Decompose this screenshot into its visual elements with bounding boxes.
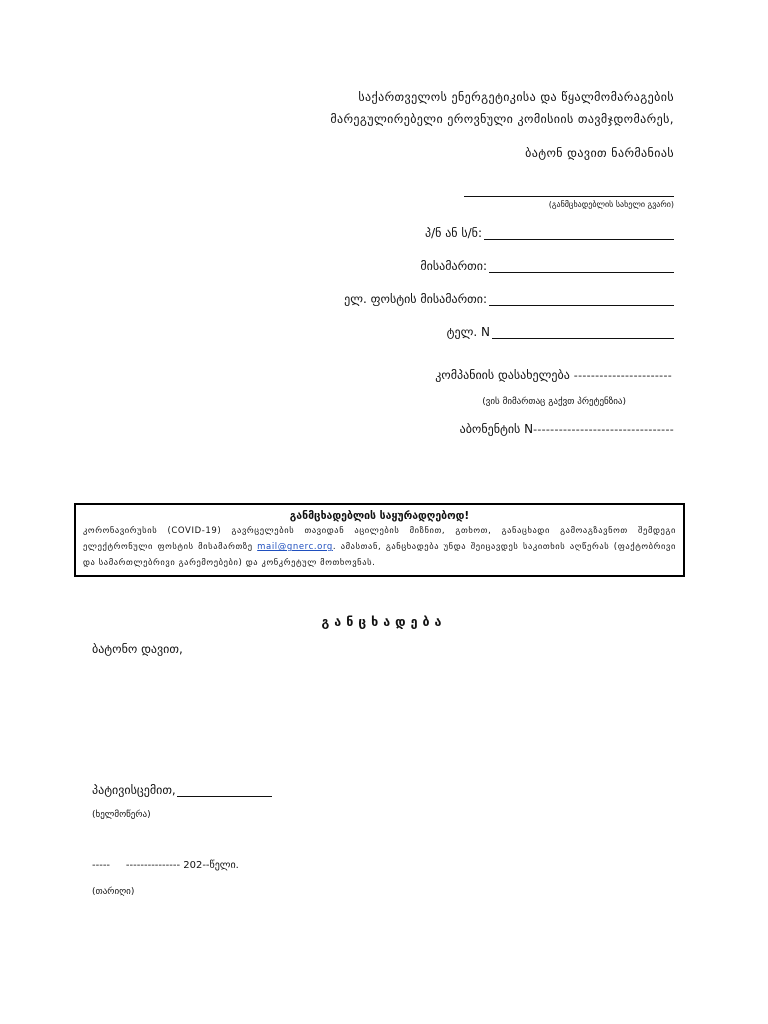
signature-caption: (ხელმოწერა) [92,810,151,820]
address-blank[interactable] [489,260,674,273]
date-field[interactable]: ----- --------------- 202--წელი. [92,860,239,871]
phone-field[interactable] [447,325,674,339]
addressee-line-2: მარეგულირებელი ეროვნული კომისიის თავმჯდომარეს, [330,112,674,126]
notice-email-link[interactable]: mail@gnerc.org [257,542,333,552]
notice-body [83,523,676,571]
applicant-name-caption: (განმცხადებლის სახელი გვარი) [548,200,674,209]
id-number-field[interactable] [425,226,674,240]
phone-label: ტელ. N [446,325,490,339]
phone-blank[interactable] [492,326,674,339]
addressee-block [330,86,674,164]
company-name-label: კომპანიის დასახელება [435,368,570,382]
subscriber-number-dashes: --------------------------------- [533,423,674,436]
applicant-name-block [464,184,674,209]
company-name-field[interactable] [435,368,672,382]
id-number-blank[interactable] [484,227,674,240]
email-label: ელ. ფოსტის მისამართი: [344,292,487,306]
respect-label: პატივისცემით, [92,783,176,797]
company-name-dashes: ----------------------- [573,369,672,382]
date-caption: (თარიღი) [92,887,135,897]
subscriber-number-label: აბონენტის N [459,422,534,436]
company-name-caption: (ვის მიმართაც გაქვთ პრეტენზია) [482,397,626,407]
notice-title: განმცხადებლის საყურადღებოდ! [289,510,470,522]
address-label: მისამართი: [420,259,487,273]
notice-text-after: . ამასთან, განცხადება უნდა შეიცავდეს საკითხის აღწერას (ფაქტობრივი და სამართლებრივი გარემოებები) და კონკრეტულ მოთხოვნას. [83,542,676,568]
address-field[interactable] [420,259,674,273]
greeting: ბატონო დავით, [92,642,183,656]
subscriber-number-field[interactable] [460,422,674,436]
respect-signature-field[interactable] [92,783,272,797]
addressee-line-1: საქართველოს ენერგეტიკისა და წყალმომარაგების [358,90,674,104]
email-field[interactable] [344,292,674,306]
email-blank[interactable] [489,293,674,306]
document-title: განცხადება [321,614,447,629]
id-number-label: პ/ნ ან ს/ნ: [424,226,482,240]
notice-text-before: კორონავირუსის (COVID-19) გავრცელების თავიდან აცილების მიზნით, გთხოთ, განაცხადი გამოაგზავნოთ შემდეგი ელექტრონული ფოსტის მისამართზე [83,526,676,552]
signature-blank[interactable] [177,784,272,797]
applicant-name-blank[interactable] [464,184,674,197]
covid-notice-box [74,503,685,577]
addressee-name: ბატონ დავით ნარმანიას [525,146,674,160]
